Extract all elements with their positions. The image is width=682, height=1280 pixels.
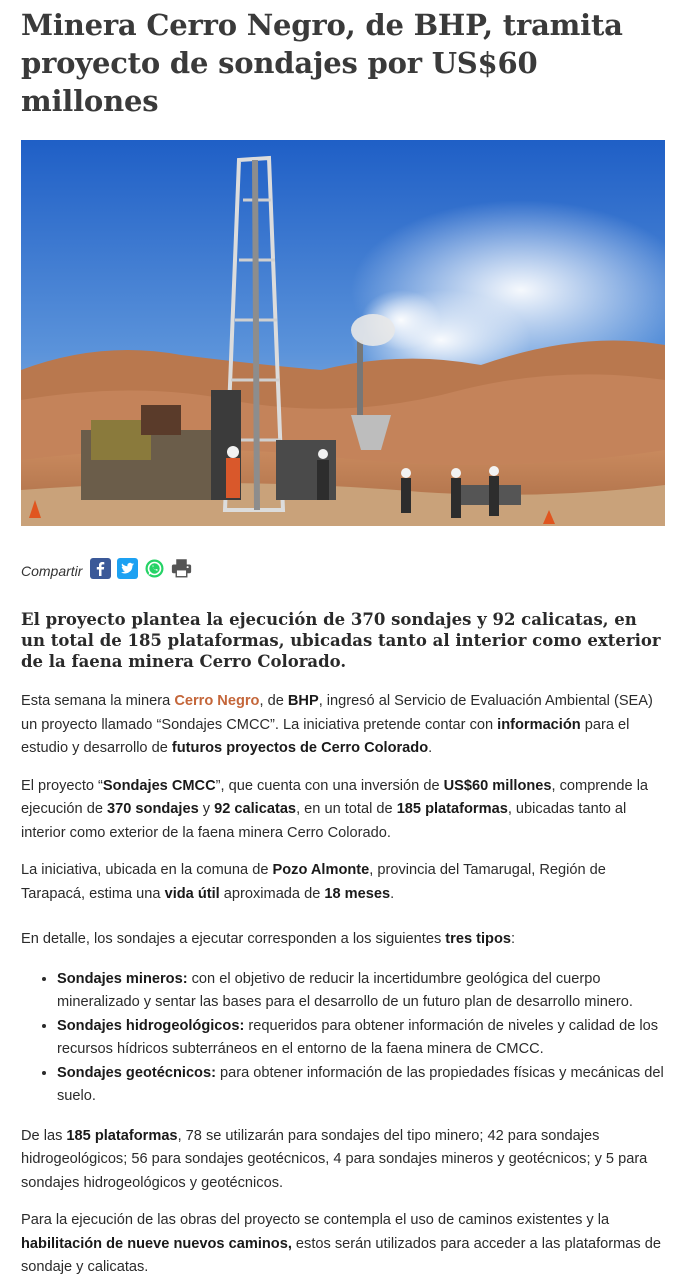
text: ”, que cuenta con una inversión de	[215, 777, 444, 794]
list-text: con el objetivo de reducir la incertidumbre geológica del cuerpo mineralizado y sentar las bases para el desarrollo de un futuro plan de desarrollo minero.	[57, 970, 633, 1010]
text: En detalle, los sondajes a ejecutar corresponden a los siguientes	[21, 931, 446, 947]
text: , provincia del Tamarugal, Región de Tarapacá, estima una	[21, 862, 606, 902]
article-body	[21, 690, 665, 1280]
article-title: Minera Cerro Negro, de BHP, tramita proyecto de sondajes por US$60 millones	[21, 8, 623, 118]
list-term: Sondajes geotécnicos:	[57, 1064, 216, 1081]
text: Para la ejecución de las obras del proyecto se contempla el uso de caminos existentes y la	[21, 1212, 610, 1228]
text: , 78 se utilizarán para sondajes del tipo minero; 42 para sondajes hidrogeológicos; 56 para sondajes geotécnicos, 4 para sondajes mineros y geotécnicos; y 5 para sondajes hidrogeológicos y geotécnicos.	[21, 1127, 648, 1191]
paragraph-6	[21, 1209, 665, 1280]
bold-text: habilitación de nueve nuevos caminos,	[21, 1235, 292, 1252]
paragraph-4	[21, 928, 665, 952]
bold-text: BHP	[287, 693, 319, 709]
bold-text: 370 sondajes	[107, 801, 199, 817]
text: :	[510, 931, 516, 947]
text: estos serán utilizados para acceder a las plataformas de sondaje y calicatas.	[21, 1235, 661, 1275]
sondaje-types-list	[21, 968, 665, 1109]
hero-photo-drilling-rig	[21, 140, 665, 526]
list-item	[57, 1062, 665, 1109]
text: y	[198, 801, 215, 817]
article-lead: El proyecto plantea la ejecución de 370 sondajes y 92 calicatas, en un total de 185 plataformas, ubicadas tanto al interior como exterior de la faena minera Cerro Colorado.	[21, 610, 661, 671]
paragraph-3	[21, 859, 665, 906]
text: aproximada de	[219, 885, 325, 902]
list-item	[57, 1015, 665, 1062]
print-icon[interactable]	[171, 558, 192, 579]
bold-text: tres tipos	[445, 931, 511, 947]
bold-text: vida útil	[164, 885, 220, 902]
bold-text: 185 plataformas	[396, 801, 508, 817]
whatsapp-icon[interactable]	[144, 558, 165, 579]
list-term: Sondajes hidrogeológicos:	[57, 1017, 245, 1034]
text: El proyecto “	[21, 777, 103, 794]
bold-text: 185 plataformas	[66, 1127, 178, 1144]
list-term: Sondajes mineros:	[57, 970, 188, 987]
bold-text: futuros proyectos de Cerro Colorado	[171, 740, 429, 756]
bold-text: 92 calicatas	[214, 801, 297, 817]
list-text: para obtener información de las propiedades físicas y mecánicas del suelo.	[57, 1064, 664, 1104]
text: .	[390, 885, 395, 902]
text: .	[428, 740, 433, 756]
paragraph-1	[21, 690, 665, 761]
paragraph-2	[21, 775, 665, 846]
facebook-icon[interactable]	[90, 558, 111, 579]
text: , ingresó al Servicio de Evaluación Ambiental (SEA) un proyecto llamado “Sondajes CMCC”. La iniciativa pretende contar con	[21, 693, 653, 733]
share-label: Compartir	[21, 563, 83, 579]
bold-text: US$60 millones	[443, 777, 552, 794]
list-item	[57, 968, 665, 1015]
paragraph-5	[21, 1125, 665, 1196]
list-text: requeridos para obtener información de niveles y calidad de los recursos hídricos subterráneos en el entorno de la faena minera de CMCC.	[57, 1017, 659, 1057]
text: Esta semana la minera	[21, 693, 175, 709]
bold-text: Sondajes CMCC	[102, 777, 216, 794]
text: para el estudio y desarrollo de	[21, 716, 630, 756]
text: , de	[259, 693, 288, 709]
bold-text: información	[497, 716, 581, 733]
text: , comprende la ejecución de	[21, 777, 649, 817]
bold-text: 18 meses	[324, 885, 391, 902]
text: , en un total de	[296, 801, 397, 817]
twitter-icon[interactable]	[117, 558, 138, 579]
text: , ubicadas tanto al interior como exterior de la faena minera Cerro Colorado.	[21, 801, 627, 841]
text: De las	[21, 1127, 67, 1144]
share-bar	[21, 554, 665, 582]
text: La iniciativa, ubicada en la comuna de	[21, 862, 273, 878]
link-cerro-negro[interactable]: Cerro Negro	[174, 693, 260, 709]
bold-text: Pozo Almonte	[272, 862, 370, 878]
